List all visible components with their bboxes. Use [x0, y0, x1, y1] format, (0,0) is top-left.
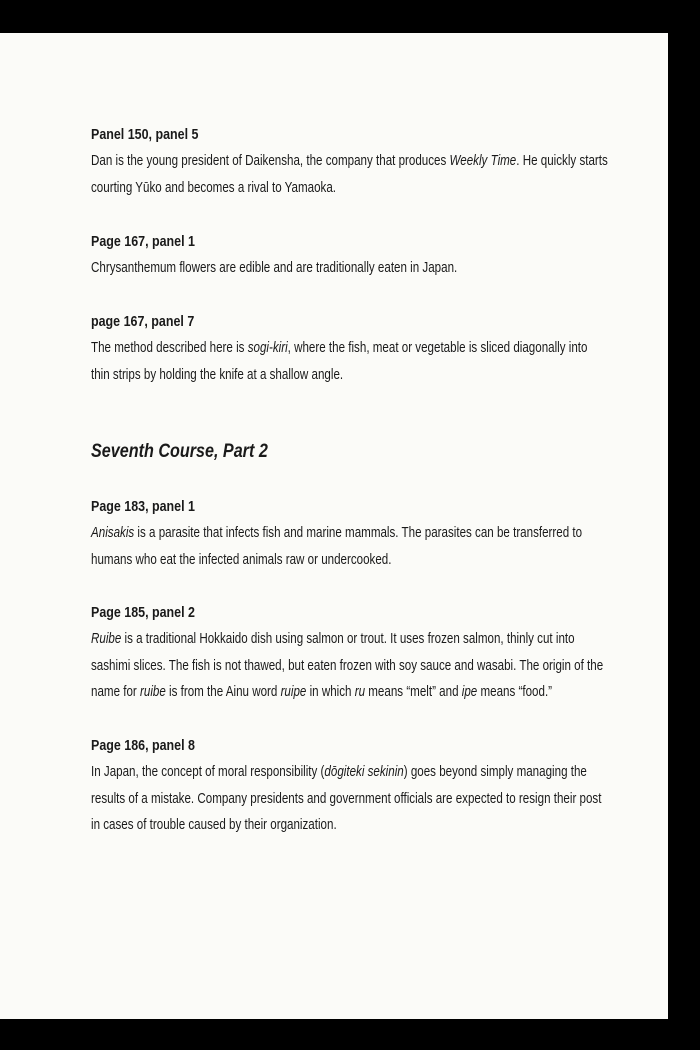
section-title: Seventh Course, Part 2 [91, 441, 268, 462]
entry-text-line: In Japan, the concept of moral responsibility (dōgiteki sekinin) goes beyond simply managing the [91, 764, 587, 780]
entry-heading: Page 183, panel 1 [91, 499, 195, 515]
entry-heading: Page 185, panel 2 [91, 605, 195, 621]
entry-heading: Page 167, panel 1 [91, 234, 195, 250]
entry-text-line: Anisakis is a parasite that infects fish and marine mammals. The parasites can be transferred to [91, 525, 583, 541]
entry-text-line: thin strips by holding the knife at a shallow angle. [91, 367, 344, 383]
entry-text-line: sashimi slices. The fish is not thawed, but eaten frozen with soy sauce and wasabi. The origin of the [91, 658, 604, 674]
entry-text-line: The method described here is sogi-kiri, where the fish, meat or vegetable is sliced diagonally into [91, 340, 588, 356]
entry-text-line: Chrysanthemum flowers are edible and are traditionally eaten in Japan. [91, 260, 458, 276]
document-page [0, 33, 668, 1019]
entry-text-line: results of a mistake. Company presidents and government officials are expected to resign their post [91, 791, 602, 807]
entry-text-line: humans who eat the infected animals raw or undercooked. [91, 552, 392, 568]
entry-text-line: name for ruibe is from the Ainu word ruipe in which ru means “melt” and ipe means “food.” [91, 684, 553, 700]
entry-text-line: Dan is the young president of Daikensha, the company that produces Weekly Time. He quickly starts [91, 153, 608, 169]
entry-text-line: courting Yūko and becomes a rival to Yamaoka. [91, 180, 337, 196]
entry-heading: Panel 150, panel 5 [91, 127, 199, 143]
entry-heading: Page 186, panel 8 [91, 738, 195, 754]
entry-text-line: in cases of trouble caused by their organization. [91, 817, 337, 833]
entry-heading: page 167, panel 7 [91, 314, 195, 330]
entry-text-line: Ruibe is a traditional Hokkaido dish using salmon or trout. It uses frozen salmon, thinly cut into [91, 631, 575, 647]
